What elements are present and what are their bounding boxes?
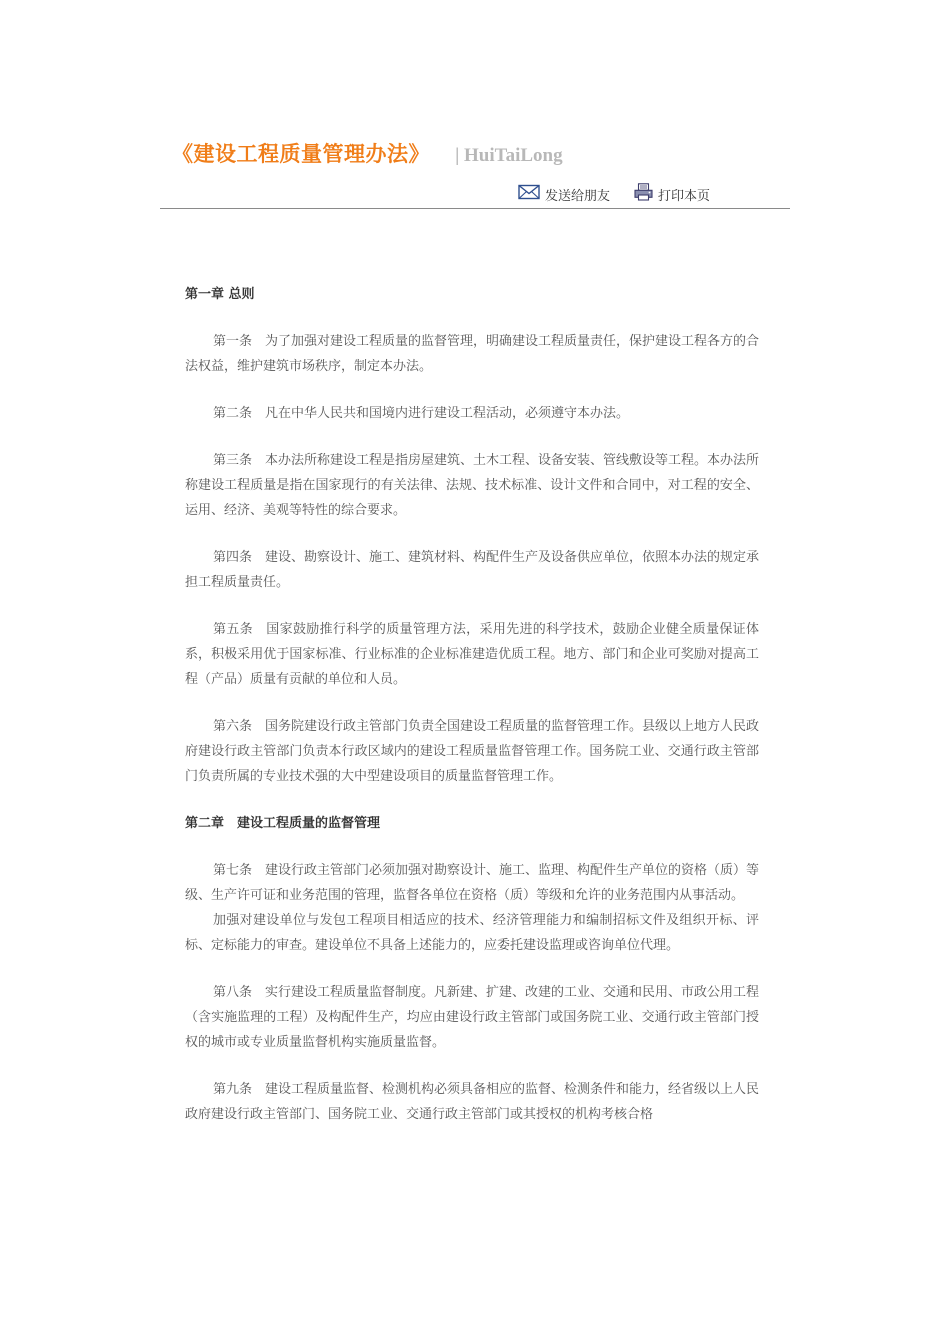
send-to-friend-label: 发送给朋友	[545, 188, 611, 204]
chapter-heading: 第二章 建设工程质量的监督管理	[185, 816, 381, 831]
article-paragraph: 第九条 建设工程质量监督、检测机构必须具备相应的监督、检测条件和能力，经省级以上人民政府建设行政主管部门、国务院工业、交通行政主管部门或其授权的机构考核合格	[185, 1082, 760, 1122]
article-paragraph: 第五条 国家鼓励推行科学的质量管理方法，采用先进的科学技术，鼓励企业健全质量保证体系，积极采用优于国家标准、行业标准的企业标准建造优质工程。地方、部门和企业可奖励对提高工程（产品）质量有贡献的单位和人员。	[185, 622, 759, 687]
document-body	[185, 282, 759, 1127]
article-paragraph: 第四条 建设、勘察设计、施工、建筑材料、构配件生产及设备供应单位，依照本办法的规定承担工程质量责任。	[185, 550, 760, 590]
print-page-label: 打印本页	[658, 188, 711, 204]
send-to-friend-link[interactable]	[518, 184, 610, 204]
header-divider	[160, 208, 790, 209]
article-paragraph: 第二条 凡在中华人民共和国境内进行建设工程活动，必须遵守本办法。	[213, 406, 630, 421]
article-paragraph: 第八条 实行建设工程质量监督制度。凡新建、扩建、改建的工业、交通和民用、市政公用工程（含实施监理的工程）及构配件生产，均应由建设行政主管部门或国务院工业、交通行政主管部门授权的城市或专业质量监督机构实施质量监督。	[185, 985, 760, 1050]
envelope-icon	[518, 184, 545, 204]
printer-icon	[634, 183, 658, 205]
article-paragraph: 第七条 建设行政主管部门必须加强对勘察设计、施工、监理、构配件生产单位的资格（质）等级、生产许可证和业务范围的管理，监督各单位在资格（质）等级和允许的业务范围内从事活动。	[185, 863, 760, 903]
article-paragraph: 第一条 为了加强对建设工程质量的监督管理，明确建设工程质量责任，保护建设工程各方的合法权益，维护建筑市场秩序，制定本办法。	[185, 334, 760, 374]
article-toolbar	[518, 183, 710, 205]
article-paragraph: 第六条 国务院建设行政主管部门负责全国建设工程质量的监督管理工作。县级以上地方人民政府建设行政主管部门负责本行政区域内的建设工程质量监督管理工作。国务院工业、交通行政主管部门负责所属的专业技术强的大中型建设项目的质量监督管理工作。	[185, 719, 760, 784]
article-paragraph: 加强对建设单位与发包工程项目相适应的技术、经济管理能力和编制招标文件及组织开标、评标、定标能力的审查。建设单位不具备上述能力的，应委托建设监理或咨询单位代理。	[185, 913, 759, 953]
title-row	[172, 138, 563, 168]
document-title: 《建设工程质量管理办法》	[172, 141, 430, 166]
chapter-heading: 第一章 总则	[185, 287, 255, 302]
site-brand: | HuiTaiLong	[455, 145, 563, 166]
print-page-link[interactable]	[634, 183, 710, 205]
article-paragraph: 第三条 本办法所称建设工程是指房屋建筑、土木工程、设备安装、管线敷设等工程。本办法所称建设工程质量是指在国家现行的有关法律、法规、技术标准、设计文件和合同中，对工程的安全、运用、经济、美观等特性的综合要求。	[185, 453, 760, 518]
